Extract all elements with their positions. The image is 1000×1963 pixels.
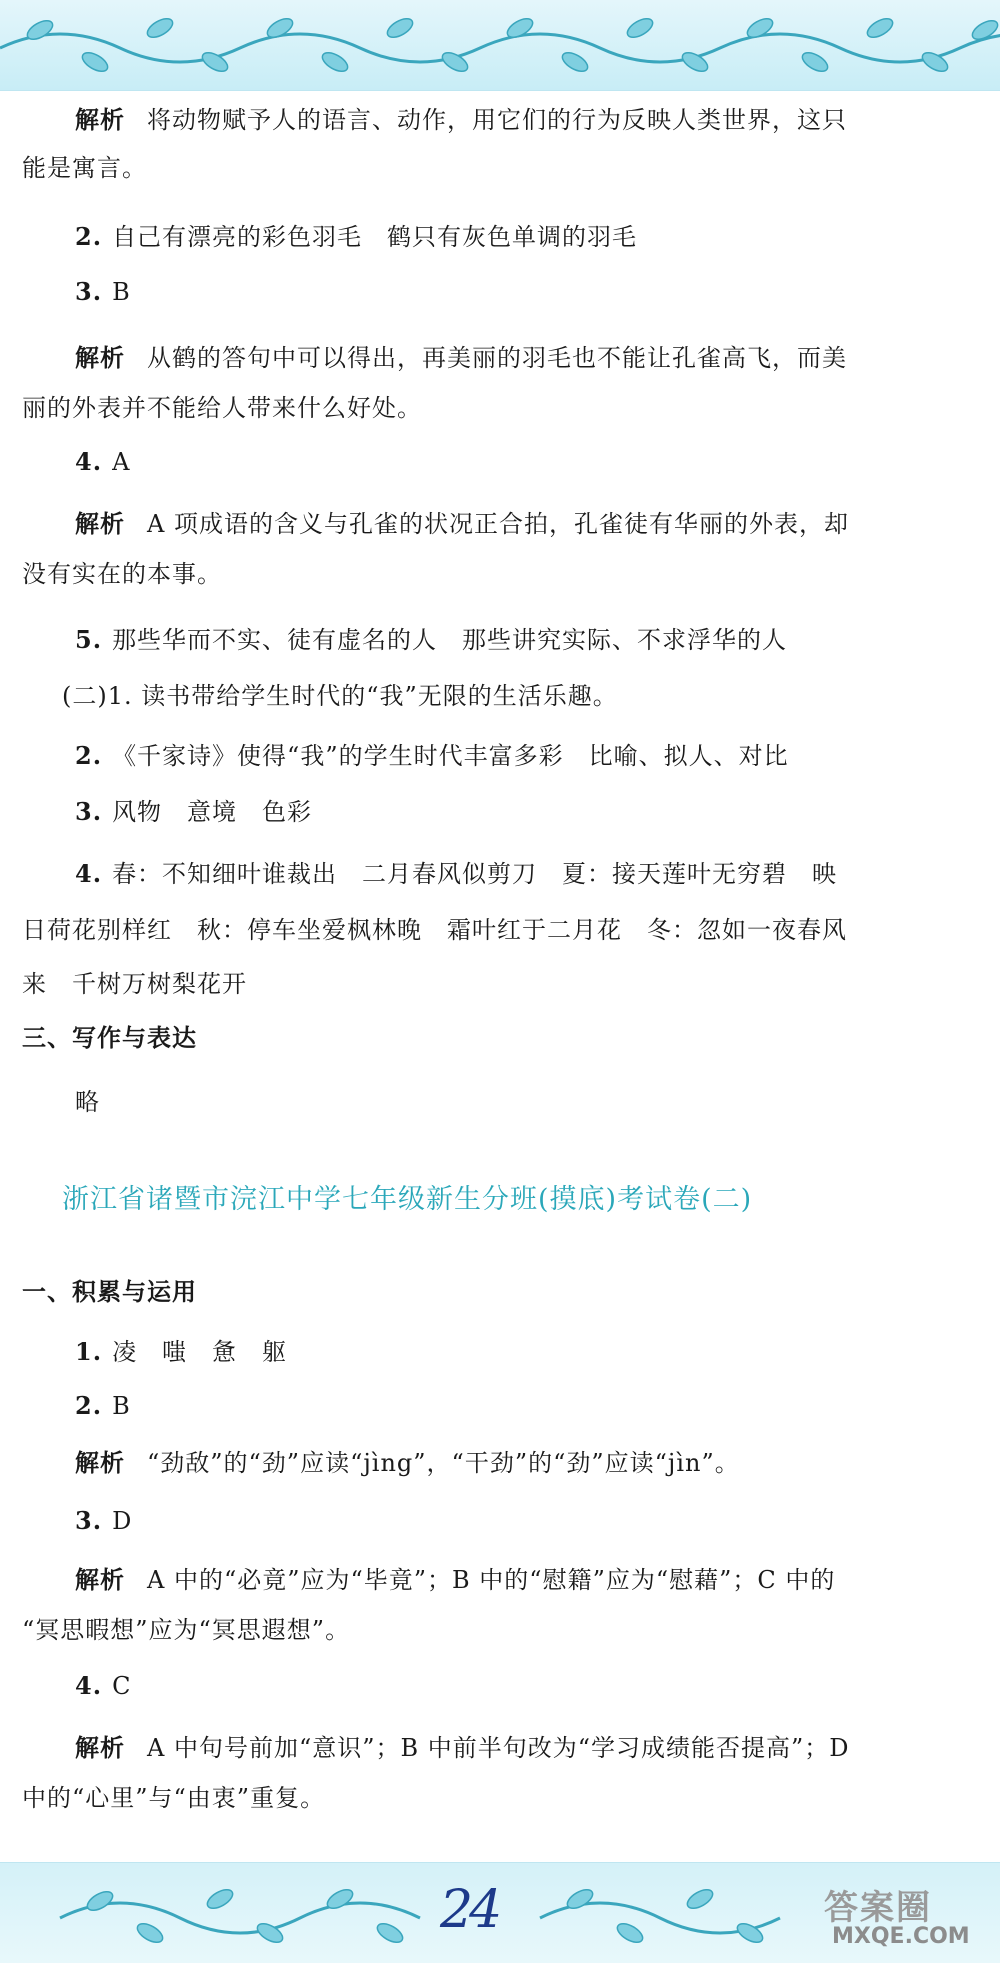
analysis-tag: 解析 [75, 1566, 125, 1594]
continuation-line [22, 558, 222, 590]
continuation-line [22, 392, 422, 424]
item-number: 3. [75, 1506, 103, 1535]
analysis-text: 将动物赋予人的语言、动作，用它们的行为反映人类世界，这只 [147, 106, 847, 134]
answer-text: 《千家诗》使得“我”的学生时代丰富多彩 比喻、拟人、对比 [112, 742, 789, 770]
analysis-text: A 中的“必竟”应为“毕竟”；B 中的“慰籍”应为“慰藉”；C 中的 [147, 1566, 836, 1594]
answer-text: A [112, 448, 131, 476]
watermark-url: MXQE.COM [832, 1924, 970, 1949]
analysis-line [75, 342, 847, 374]
item-number: 2. [75, 222, 103, 251]
answer-text: B [112, 1392, 131, 1420]
answer-item [75, 1670, 131, 1702]
continuation-line [22, 1614, 350, 1646]
continuation-line [22, 914, 847, 946]
analysis-text: 从鹤的答句中可以得出，再美丽的羽毛也不能让孔雀高飞，而美 [147, 344, 847, 372]
analysis-text: A 中句号前加“意识”；B 中前半句改为“学习成绩能否提高”；D [147, 1734, 850, 1762]
vine-decoration-icon [0, 0, 1000, 90]
top-vine-border [0, 0, 1000, 91]
analysis-tag: 解析 [75, 510, 125, 538]
answer-text: (二)1. 读书带给学生时代的“我”无限的生活乐趣。 [62, 682, 618, 710]
answer-text: 风物 意境 色彩 [112, 798, 313, 826]
analysis-tag: 解析 [75, 1734, 125, 1762]
analysis-text: A 项成语的含义与孔雀的状况正合拍，孔雀徒有华丽的外表，却 [147, 510, 849, 538]
answer-item [75, 1336, 287, 1368]
analysis-tag: 解析 [75, 1449, 125, 1477]
section-heading: 三、写作与表达 [22, 1024, 197, 1052]
item-number: 2. [75, 741, 103, 770]
answer-item [75, 446, 130, 478]
answer-text: C [112, 1672, 132, 1700]
line-text: 来 千树万树梨花开 [22, 970, 247, 998]
continuation-line [22, 152, 147, 184]
answer-item [75, 276, 131, 308]
analysis-line [75, 508, 849, 540]
item-number: 3. [75, 797, 103, 826]
answer-item [75, 1086, 100, 1118]
page-number: 24 [440, 1880, 499, 1940]
item-number: 4. [75, 447, 103, 476]
answer-text: 那些华而不实、徒有虚名的人 那些讲究实际、不求浮华的人 [112, 626, 788, 654]
line-text: “冥思暇想”应为“冥思遐想”。 [22, 1616, 351, 1644]
answer-item [75, 624, 787, 656]
item-number: 4. [75, 859, 103, 888]
item-number: 1. [75, 1337, 103, 1366]
watermark-logo: 答案圈 [824, 1888, 932, 1928]
answer-item [75, 221, 637, 253]
answer-text: 自己有漂亮的彩色羽毛 鹤只有灰色单调的羽毛 [112, 223, 638, 251]
answer-text: 春：不知细叶谁裁出 二月春风似剪刀 夏：接天莲叶无穷碧 映 [112, 860, 838, 888]
answer-item [75, 1505, 132, 1537]
item-number: 3. [75, 277, 103, 306]
analysis-line [75, 1732, 850, 1764]
continuation-line [22, 968, 247, 1000]
answer-text: 凌 嗤 惫 躯 [112, 1338, 288, 1366]
watermark [818, 1880, 988, 1956]
section-heading: 一、积累与运用 [22, 1278, 197, 1306]
line-text: 没有实在的本事。 [22, 560, 222, 588]
analysis-line [75, 104, 847, 136]
item-number: 5. [75, 625, 103, 654]
continuation-line [22, 1782, 325, 1814]
item-number: 4. [75, 1671, 103, 1700]
answer-text: 略 [75, 1088, 100, 1116]
line-text: 日荷花别样红 秋：停车坐爱枫林晚 霜叶红于二月花 冬：忽如一夜春风 [22, 916, 847, 944]
answer-item [62, 680, 618, 712]
analysis-text: “劲敌”的“劲”应读“jìng”，“干劲”的“劲”应读“jìn”。 [147, 1449, 740, 1477]
answer-item [75, 796, 312, 828]
line-text: 丽的外表并不能给人带来什么好处。 [22, 394, 422, 422]
answer-text: D [112, 1507, 133, 1535]
answer-text: B [112, 278, 131, 306]
analysis-tag: 解析 [75, 106, 125, 134]
answer-item [75, 740, 789, 772]
answer-item [75, 858, 837, 890]
analysis-line [75, 1447, 740, 1479]
line-text: 能是寓言。 [22, 154, 147, 182]
line-text: 中的“心里”与“由衷”重复。 [22, 1784, 326, 1812]
analysis-tag: 解析 [75, 344, 125, 372]
analysis-line [75, 1564, 835, 1596]
exam-title: 浙江省诸暨市浣江中学七年级新生分班(摸底)考试卷(二) [62, 1184, 753, 1215]
item-number: 2. [75, 1391, 103, 1420]
answer-item [75, 1390, 131, 1422]
